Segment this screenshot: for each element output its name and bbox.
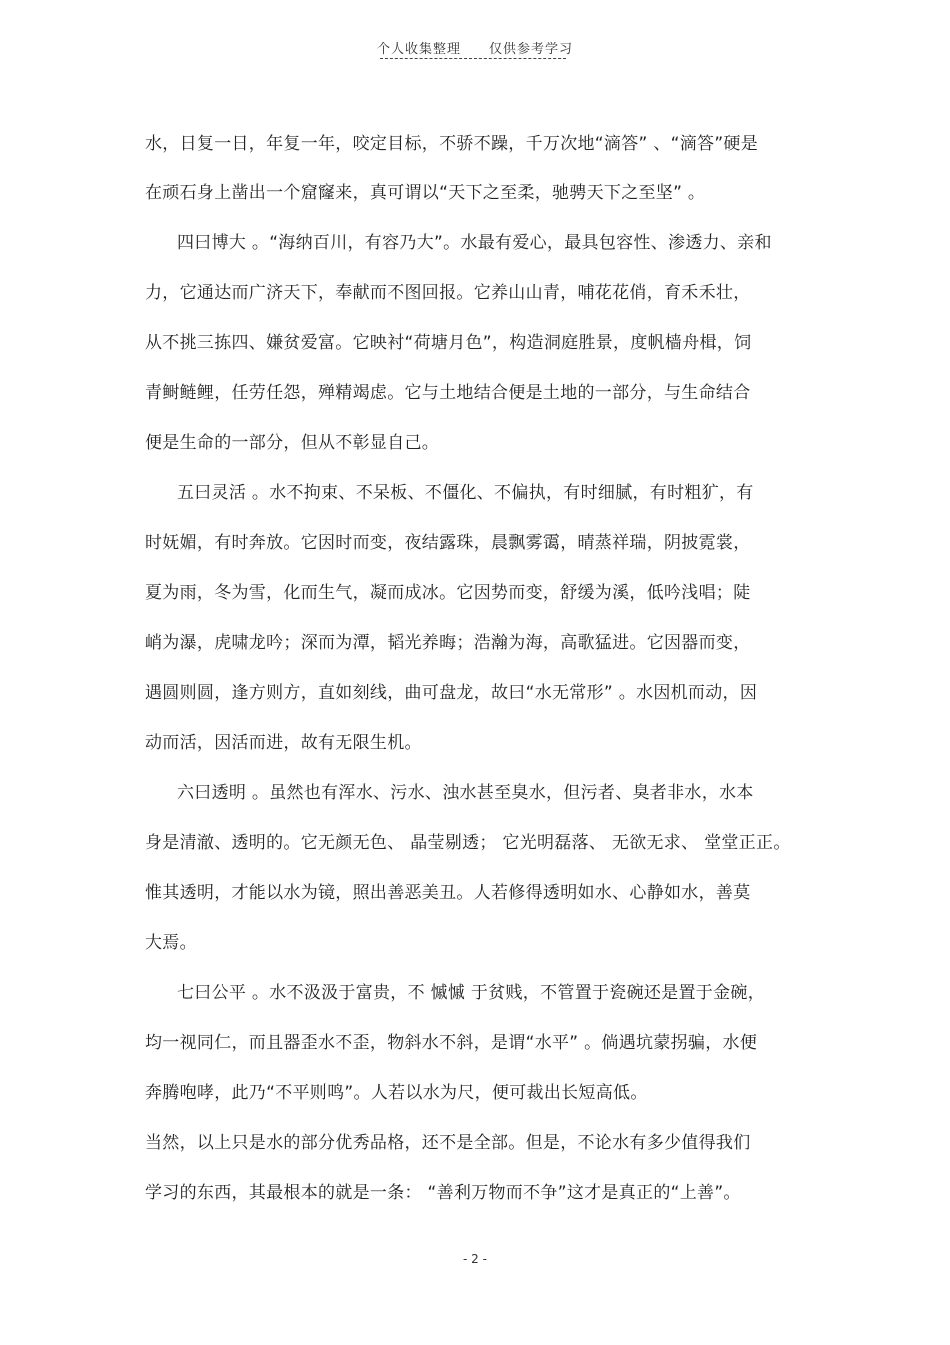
body-line-16: 惟其透明，才能以水为镜，照出善恶美丑。人若修得透明如水、心静如水，善莫 xyxy=(145,883,751,903)
body-line-18: 七曰公平 。水不汲汲于富贵，不 慽慽 于贫贱，不管置于瓷碗还是置于金碗， xyxy=(177,983,766,1003)
header-rule xyxy=(380,58,566,59)
body-line-5: 从不挑三拣四、嫌贫爱富。它映衬“荷塘月色”，构造洞庭胜景，度帆樯舟楫，饲 xyxy=(145,333,752,353)
body-line-8: 五曰灵活 。水不拘束、不呆板、不僵化、不偏执，有时细腻，有时粗犷，有 xyxy=(177,483,754,503)
body-line-4: 力，它通达而广济天下，奉献而不图回报。它养山山青，哺花花俏，育禾禾壮， xyxy=(145,283,751,303)
page-number: - 2 - xyxy=(463,1252,487,1266)
body-line-3: 四曰博大 。“海纳百川，有容乃大”。水最有爱心，最具包容性、渗透力、亲和 xyxy=(177,233,772,253)
page-header xyxy=(0,38,950,57)
body-line-7: 便是生命的一部分，但从不彰显自己。 xyxy=(145,433,440,453)
body-line-1: 水，日复一日，年复一年，咬定目标，不骄不躁，千万次地“滴答” 、“滴答”硬是 xyxy=(145,134,759,154)
body-line-19: 均一视同仁，而且器歪水不歪，物斜水不斜，是谓“水平” 。倘遇坑蒙拐骗，水便 xyxy=(145,1033,758,1053)
body-line-2: 在顽石身上凿出一个窟窿来，真可谓以“天下之至柔，驰骋天下之至坚” 。 xyxy=(145,183,706,203)
body-line-14: 六曰透明 。虽然也有浑水、污水、浊水甚至臭水，但污者、臭者非水，水本 xyxy=(177,783,754,803)
body-line-11: 峭为瀑，虎啸龙吟；深而为潭，韬光养晦；浩瀚为海，高歌猛进。它因器而变， xyxy=(145,633,751,653)
body-line-9: 时妩媚，有时奔放。它因时而变，夜结露珠，晨飘雾霭，晴蒸祥瑞，阴披霓裳， xyxy=(145,533,751,553)
body-line-20: 奔腾咆哮，此乃“不平则鸣”。人若以水为尺，便可裁出长短高低。 xyxy=(145,1083,648,1103)
body-line-10: 夏为雨，冬为雪，化而生气，凝而成冰。它因势而变，舒缓为溪，低吟浅唱；陡 xyxy=(145,583,751,603)
body-line-12: 遇圆则圆，逢方则方，直如刻线，曲可盘龙，故曰“水无常形” 。水因机而动，因 xyxy=(145,683,758,703)
body-line-15: 身是清澈、透明的。它无颜无色、 晶莹剔透； 它光明磊落、 无欲无求、 堂堂正正。 xyxy=(145,833,791,853)
body-line-22: 学习的东西，其最根本的就是一条： “善利万物而不争”这才是真正的“上善”。 xyxy=(145,1183,741,1203)
body-line-6: 青鲥鲢鲤，任劳任怨，殚精竭虑。它与土地结合便是土地的一部分，与生命结合 xyxy=(145,383,751,403)
body-line-13: 动而活，因活而进，故有无限生机。 xyxy=(145,733,422,753)
header-left-label: 个人收集整理 xyxy=(376,42,461,57)
body-line-17: 大焉。 xyxy=(145,933,197,953)
header-right-label: 仅供参考学习 xyxy=(489,42,574,57)
body-line-21: 当然，以上只是水的部分优秀品格，还不是全部。但是，不论水有多少值得我们 xyxy=(145,1133,751,1153)
